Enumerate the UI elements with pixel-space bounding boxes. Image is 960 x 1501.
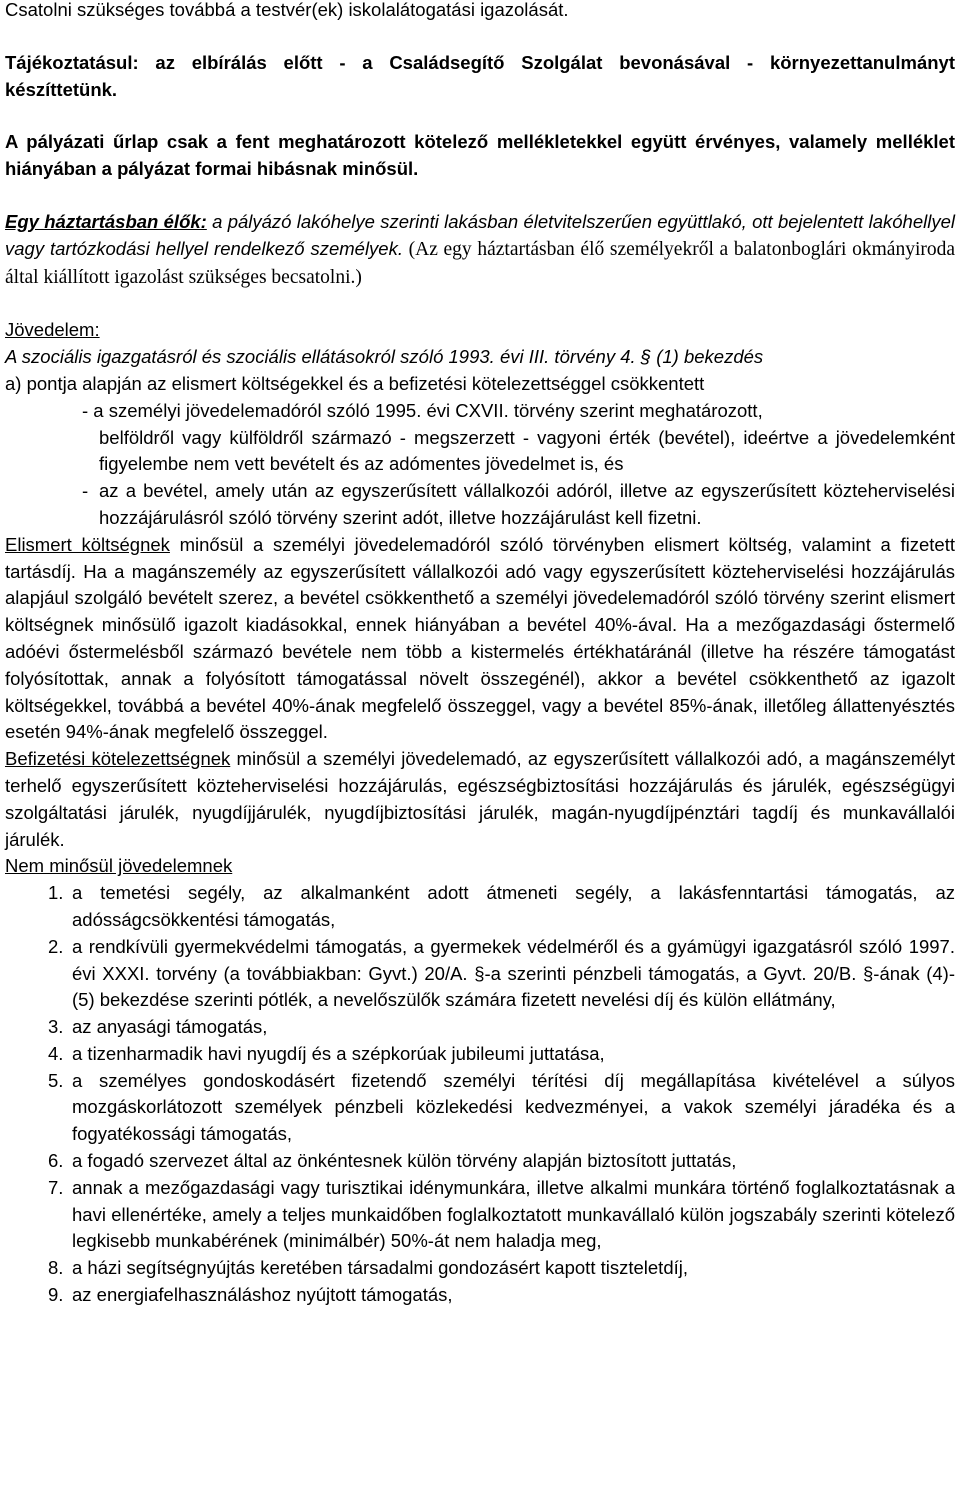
- obligation-text: minősül a személyi jövedelemadó, az egyszerűsített vállalkozói adó, a magánszemélyt terhelő egyszerűsített közteherviselési hozzájárulás, egészségbiztosítási hozzájárulás és járulék, egészségügyi szolgáltatási járulék, nyugdíjjárulék, nyugdíjbiztosítási járulék, magán-nyugdíjpénztári tagdíj és munkavállalói járulék.: [5, 748, 955, 850]
- costs-paragraph: [5, 532, 955, 746]
- household-paragraph: [5, 209, 955, 291]
- list-item-text: a rendkívüli gyermekvédelmi támogatás, a gyermekek védelméről és a gyámügyi igazgatásról szóló 1997. évi XXXI. torvény (a továbbiakban: Gyvt.) 20/A. §-a szerinti pénzbeli támogatás, a Gyvt. 20/B. §-ának (4)-(5) bekezdése szerinti pótlék, a nevelőszülők számára fizetett nevelési díj és külön ellátmány,: [72, 935, 955, 1011]
- household-definition: a pályázó lakóhelye szerinti lakásban életvitelszerűen együttlakó, ott bejelentett lakóhellyel vagy tartózkodási hellyel rendelkező személyek.: [5, 210, 955, 259]
- list-item-text: a tizenharmadik havi nyugdíj és a szépkorúak jubileumi juttatása,: [72, 1042, 605, 1064]
- list-item-number: 4.: [48, 1042, 64, 1064]
- document-page: [5, 0, 955, 1309]
- income-dash2-body: az a bevétel, amely után az egyszerűsített vállalkozói adóról, illetve az egyszerűsített közteherviselési hozzájárulásról szóló törvény szerint adót, illetve hozzájárulást kell fizetni.: [99, 480, 955, 528]
- household-note: (Az egy háztartásban élő személyekről a balatonboglári okmányiroda által kiállított igazolást szükséges becsatolni.): [5, 238, 956, 288]
- validity-paragraph: A pályázati űrlap csak a fent meghatározott kötelező mellékletekkel együtt érvényes, valamely melléklet hiányában a pályázat formai hibásnak minősül.: [5, 131, 955, 180]
- list-item-number: 1.: [48, 882, 64, 904]
- list-item-number: 5.: [48, 1069, 64, 1091]
- list-item-text: annak a mezőgazdasági vagy turisztikai idénymunkára, illetve alkalmi munkára történő foglalkoztatásnak a havi ellenértéke, amely a teljes munkaidőben foglalkoztatott munkavállaló külön jogszabály szerinti kötelező legkisebb munkabérének (minimálbér) 50%-át nem haladja meg,: [72, 1176, 955, 1252]
- income-law-line: A szociális igazgatásról és szociális ellátásokról szóló 1993. évi III. törvény 4. § (1) bekezdés: [5, 346, 764, 368]
- list-item-number: 9.: [48, 1284, 64, 1306]
- costs-text: minősül a személyi jövedelemadóról szóló törvényben elismert költség, valamint a fizetett tartásdíj. Ha a magánszemély az egyszerűsített vállalkozói adó vagy egyszerűsített közteherviselési hozzájárulás alapjául szolgáló bevételt szerez, a bevétel csökkenthető a személyi jövedelemadóról szóló törvény szerint elismert költségnek minősülő igazolt kiadásokkal, ennek hiányában a bevétel 40%-ával. Ha a mezőgazdasági őstermelő adóévi őstermelésből származó bevétele nem több a kistermelés értékhatáránál (illetve ha részére támogatást folyósítottak, annak a folyósított támogatással növelt összegénél), akkor a bevétel csökkenthető az igazolt költségekkel, továbbá a bevétel 40%-ának megfelelő összeggel, vagy a bevétel 85%-ának, illetőleg állattenyésztés esetén 94%-ának megfelelő összeggel.: [5, 533, 955, 743]
- income-intro: a) pontja alapján az elismert költségekkel és a befizetési kötelezettséggel csökkentett: [5, 372, 705, 394]
- household-term: Egy háztartásban élők:: [5, 210, 207, 232]
- sibling-certificate-line: Csatolni szükséges továbbá a testvér(ek) iskolalátogatási igazolását.: [5, 0, 569, 20]
- list-item: [48, 880, 955, 934]
- obligation-paragraph: [5, 746, 955, 853]
- list-item: [48, 934, 955, 1014]
- costs-term: Elismert költségnek: [5, 533, 170, 555]
- list-item: [48, 1041, 955, 1068]
- income-dash2: [5, 478, 955, 532]
- list-item: [48, 1255, 955, 1282]
- not-income-heading-text: Nem minősül jövedelemnek: [5, 855, 233, 877]
- list-item-number: 8.: [48, 1257, 64, 1279]
- list-item: [48, 1148, 955, 1175]
- list-item-text: a személyes gondoskodásért fizetendő személyi térítési díj megállapítása kivételével a súlyos mozgáskorlátozott személyek pénzbeli közlekedési kedvezményei, a vakok személyi járadéka és a fogyatékossági támogatás,: [72, 1069, 955, 1145]
- list-item-number: 3.: [48, 1016, 64, 1038]
- income-dash1-head: - a személyi jövedelemadóról szóló 1995. évi CXVII. törvény szerint meghatározott,: [82, 399, 763, 421]
- obligation-term: Befizetési kötelezettségnek: [5, 748, 231, 770]
- info-paragraph: Tájékoztatásul: az elbírálás előtt - a Családsegítő Szolgálat bevonásával - környezettanulmányt készíttetünk.: [5, 51, 955, 100]
- list-item: [48, 1068, 955, 1148]
- list-item-number: 2.: [48, 935, 64, 957]
- list-item-text: az anyasági támogatás,: [72, 1016, 268, 1038]
- list-item-text: a házi segítségnyújtás keretében társadalmi gondozásért kapott tiszteletdíj,: [72, 1257, 688, 1279]
- income-dash2-mark: -: [82, 480, 89, 502]
- list-item-number: 6.: [48, 1150, 64, 1172]
- list-item: [48, 1282, 955, 1309]
- list-item-number: 7.: [48, 1176, 64, 1198]
- not-income-heading: [5, 853, 955, 880]
- income-dash1-body: belföldről vagy külföldről származó - megszerzett - vagyoni érték (bevétel), ideértve a jövedelemként figyelembe nem vett bevételt és az adómentes jövedelmet is, és: [99, 426, 955, 475]
- list-item-text: a fogadó szervezet által az önkéntesnek külön törvény alapján biztosított juttatás,: [72, 1150, 737, 1172]
- list-item-text: a temetési segély, az alkalmanként adott átmeneti segély, a lakásfenntartási támogatás, az adósságcsökkentési támogatás,: [72, 882, 955, 930]
- list-item-text: az energiafelhasználáshoz nyújtott támogatás,: [72, 1284, 453, 1306]
- not-income-list: [5, 880, 955, 1309]
- income-heading: [5, 317, 955, 344]
- list-item: [48, 1014, 955, 1041]
- list-item: [48, 1175, 955, 1255]
- income-heading-text: Jövedelem:: [5, 319, 100, 341]
